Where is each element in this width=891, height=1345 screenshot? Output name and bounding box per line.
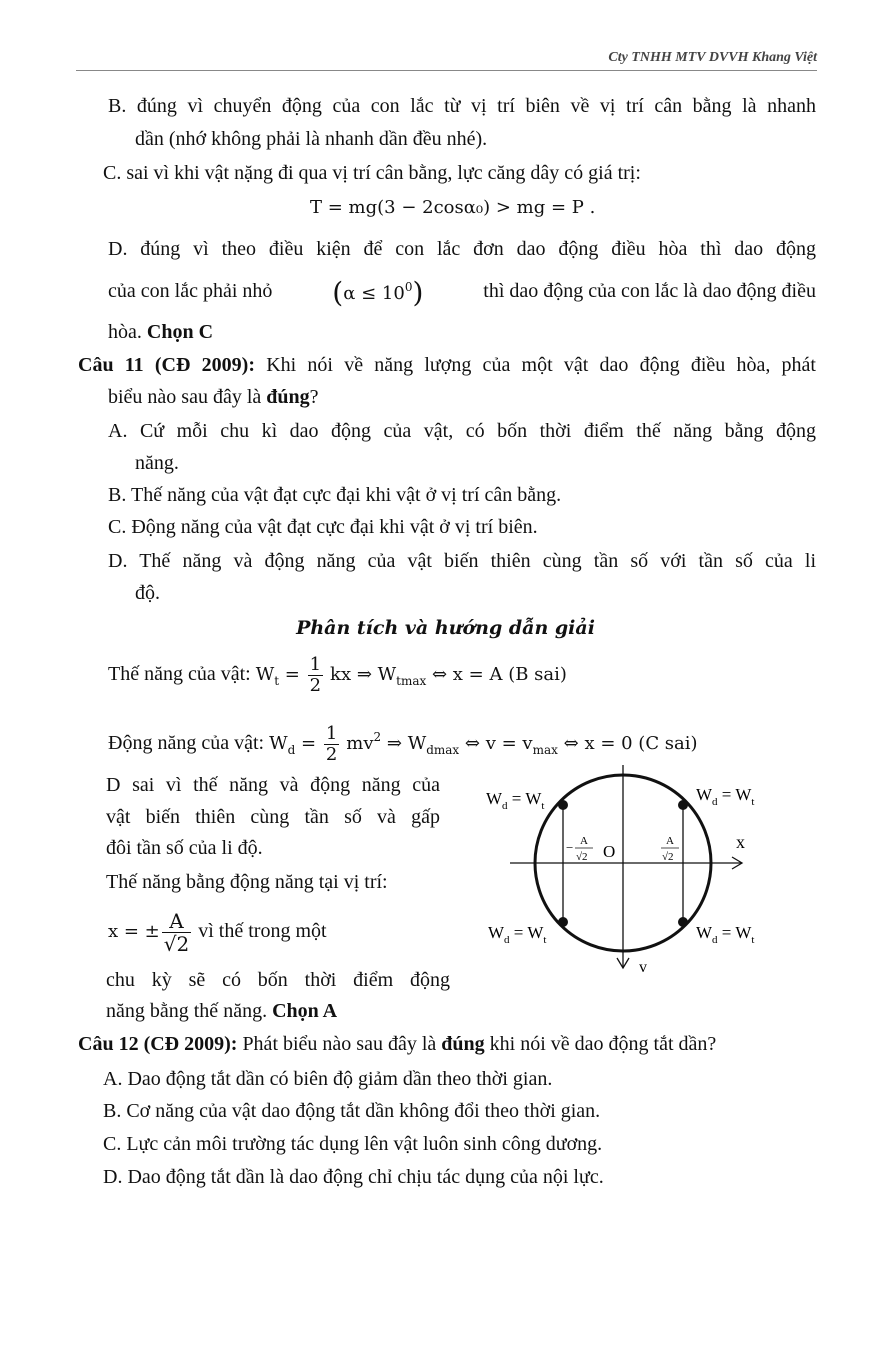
- q11-option-b: B. Thế năng của vật đạt cực đại khi vật ở vị trí cân bằng.: [108, 484, 562, 506]
- solution-title: Phân tích và hướng dẫn giải: [296, 617, 595, 639]
- q12-option-b: B. Cơ năng của vật dao động tắt dần không đổi theo thời gian.: [103, 1100, 601, 1122]
- q12-option-a: A. Dao động tắt dần có biên độ giảm dần theo thời gian.: [103, 1068, 553, 1090]
- cycle-line1: chu kỳ sẽ có bốn thời điểm động: [106, 969, 450, 991]
- q11-option-d-line1: D. Thế năng và động năng của vật biến thiên cùng tần số với tần số của li: [108, 550, 816, 572]
- half-fraction: $\frac{1}{2}$: [325, 722, 338, 765]
- point-top-left: [558, 800, 568, 810]
- q11-option-c: C. Động năng của vật đạt cực đại khi vật ở vị trí biên.: [108, 516, 538, 538]
- prev-option-b-line2: dần (nhớ không phải là nhanh dần đều nhé).: [135, 128, 488, 150]
- half-fraction: $\frac{1}{2}$: [309, 653, 322, 696]
- q11-answer-choice: Chọn A: [272, 1000, 338, 1022]
- label-top-left: $W_d = W_t$: [486, 789, 545, 812]
- point-bottom-left: [558, 917, 568, 927]
- q12-label: Câu 12 (CĐ 2009):: [78, 1033, 238, 1055]
- v-axis-label: v: [639, 959, 647, 976]
- pos-frac-den: √2: [662, 851, 674, 863]
- neg-frac-num: A: [580, 835, 588, 847]
- q11-option-a-line2: năng.: [135, 452, 179, 474]
- prev-option-d-line3: hòa. Chọn C: [108, 321, 214, 343]
- label-top-right: $W_d = W_t$: [696, 785, 755, 808]
- phase-circle-diagram: [470, 760, 790, 980]
- running-header: Cty TNHH MTV DVVH Khang Việt: [608, 50, 817, 65]
- origin-label: O: [603, 842, 616, 861]
- point-bottom-right: [678, 917, 688, 927]
- pos-frac-num: A: [666, 835, 674, 847]
- kinetic-energy-line: Động năng của vật: $W_d$ = $\frac{1}{2}$ $mv^2$ ⇒ $W_{dmax}$ ⇔ $v = v_{max}$ ⇔ x = 0 (C sai): [108, 722, 698, 765]
- tension-formula: T = mg(3 − 2cosα₀) > mg = P .: [310, 197, 596, 218]
- prev-option-d-line1: D. đúng vì theo điều kiện để con lắc đơn dao động điều hòa thì dao động: [108, 238, 816, 260]
- prev-option-b-line1: B. đúng vì chuyển động của con lắc từ vị trí biên về vị trí cân bằng là nhanh: [108, 95, 816, 117]
- cycle-line2: năng bằng thế năng. Chọn A: [106, 1000, 338, 1022]
- equal-energy-line: Thế năng bằng động năng tại vị trí:: [106, 871, 388, 893]
- potential-energy-line: Thế năng của vật: $W_t$ = $\frac{1}{2}$ kx ⇒ $W_{tmax}$ ⇔ x = A (B sai): [108, 653, 567, 696]
- x-axis-label: x: [736, 832, 745, 852]
- small-angle-condition: $(\alpha \le 10^0)$: [332, 276, 424, 309]
- prev-option-c-line1: C. sai vì khi vật nặng đi qua vị trí cân bằng, lực căng dây có giá trị:: [103, 162, 641, 184]
- d-explain-line3: đôi tần số của li độ.: [106, 837, 263, 859]
- label-bottom-left: $W_d = W_t$: [488, 923, 547, 946]
- neg-sign: −: [566, 840, 574, 855]
- q12-option-c: C. Lực cản môi trường tác dụng lên vật luôn sinh công dương.: [103, 1133, 603, 1155]
- label-bottom-right: $W_d = W_t$: [696, 923, 755, 946]
- prev-answer-choice: Chọn C: [146, 321, 214, 343]
- q12-option-d: D. Dao động tắt dần là dao động chỉ chịu tác dụng của nội lực.: [103, 1166, 604, 1188]
- q12-stem: Câu 12 (CĐ 2009): Phát biểu nào sau đây là đúng khi nói về dao động tắt dần?: [78, 1033, 717, 1055]
- q11-label: Câu 11 (CĐ 2009):: [78, 354, 255, 376]
- equal-energy-position: x = ± $\frac{A}{√2}$ vì thế trong một: [108, 908, 327, 956]
- q11-stem-line2: biểu nào sau đây là đúng?: [108, 386, 319, 408]
- prev-option-d-line2-post: thì dao động của con lắc là dao động điều: [483, 279, 816, 302]
- q11-option-d-line2: độ.: [135, 582, 160, 604]
- point-top-right: [678, 800, 688, 810]
- header-rule: [76, 70, 817, 71]
- q11-option-a-line1: A. Cứ mỗi chu kì dao động của vật, có bốn thời điểm thế năng bằng động: [108, 420, 816, 442]
- q11-stem-line1: Câu 11 (CĐ 2009): Khi nói về năng lượng của một vật dao động điều hòa, phát: [78, 354, 816, 376]
- prev-option-d-line2: [108, 275, 816, 309]
- d-explain-line2: vật biến thiên cùng tần số và gấp: [106, 806, 440, 828]
- d-explain-line1: D sai vì thế năng và động năng của: [106, 774, 440, 796]
- neg-frac-den: √2: [576, 851, 588, 863]
- prev-option-d-line2-pre: của con lắc phải nhỏ: [108, 279, 273, 302]
